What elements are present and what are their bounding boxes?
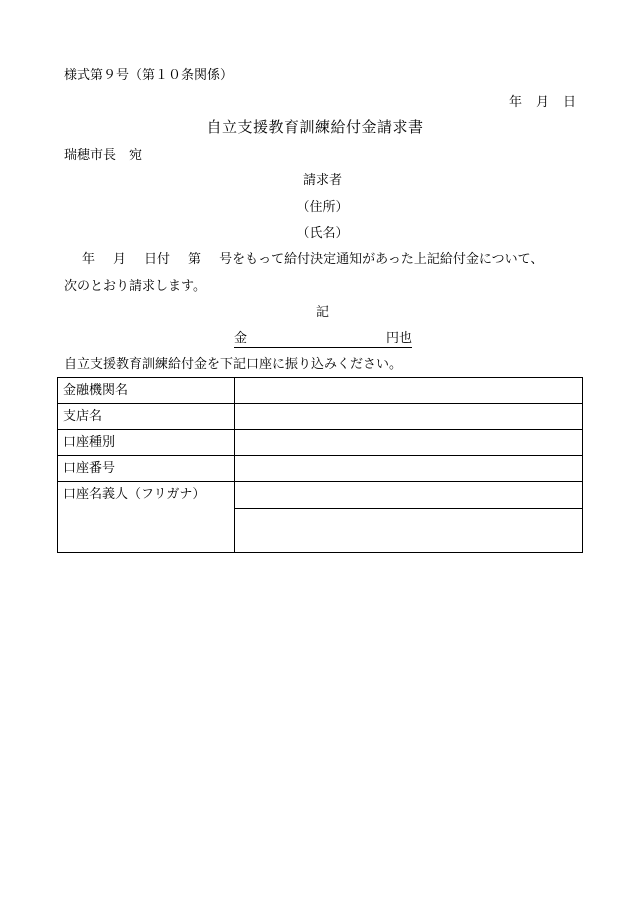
date-year: 年 [508, 95, 522, 110]
bank-name-label: 金融機関名 [58, 378, 235, 404]
amount-prefix: 金 [234, 331, 248, 346]
amount-line[interactable] [234, 332, 412, 348]
addressee: 瑞穂市長 宛 [64, 148, 143, 163]
account-holder-label: 口座名義人（フリガナ） [58, 482, 235, 553]
date-day: 日 [562, 95, 576, 110]
account-holder-name-field[interactable] [235, 509, 583, 553]
page-title: 自立支援教育訓練給付金請求書 [206, 118, 424, 136]
body-rest: 号をもって給付決定通知があった上記給付金について、 [219, 252, 544, 267]
body-year: 年 [82, 252, 96, 267]
branch-name-field[interactable] [235, 404, 583, 430]
body-text-line2: 次のとおり請求します。 [64, 279, 206, 294]
account-type-field[interactable] [235, 430, 583, 456]
table-row [58, 404, 583, 430]
transfer-note: 自立支援教育訓練給付金を下記口座に振り込みください。 [64, 357, 403, 372]
body-day: 日付 [144, 252, 171, 267]
account-number-field[interactable] [235, 456, 583, 482]
claimant-name-label: （氏名） [296, 226, 349, 241]
body-text-line1 [64, 253, 543, 266]
date-line [495, 96, 576, 109]
date-month: 月 [535, 95, 549, 110]
form-number: 様式第９号（第１０条関係） [64, 68, 234, 83]
table-row [58, 430, 583, 456]
account-number-label: 口座番号 [58, 456, 235, 482]
amount-suffix: 円也 [385, 331, 412, 346]
table-row [58, 378, 583, 404]
bank-name-field[interactable] [235, 378, 583, 404]
body-dai: 第 [188, 252, 202, 267]
claimant-label: 請求者 [302, 173, 342, 188]
body-month: 月 [113, 252, 127, 267]
table-row [58, 456, 583, 482]
ki-heading: 記 [315, 305, 329, 320]
claimant-address-label: （住所） [296, 200, 349, 215]
bank-account-table [57, 377, 583, 553]
table-row [58, 482, 583, 509]
account-type-label: 口座種別 [58, 430, 235, 456]
branch-name-label: 支店名 [58, 404, 235, 430]
account-holder-kana-field[interactable] [235, 482, 583, 509]
